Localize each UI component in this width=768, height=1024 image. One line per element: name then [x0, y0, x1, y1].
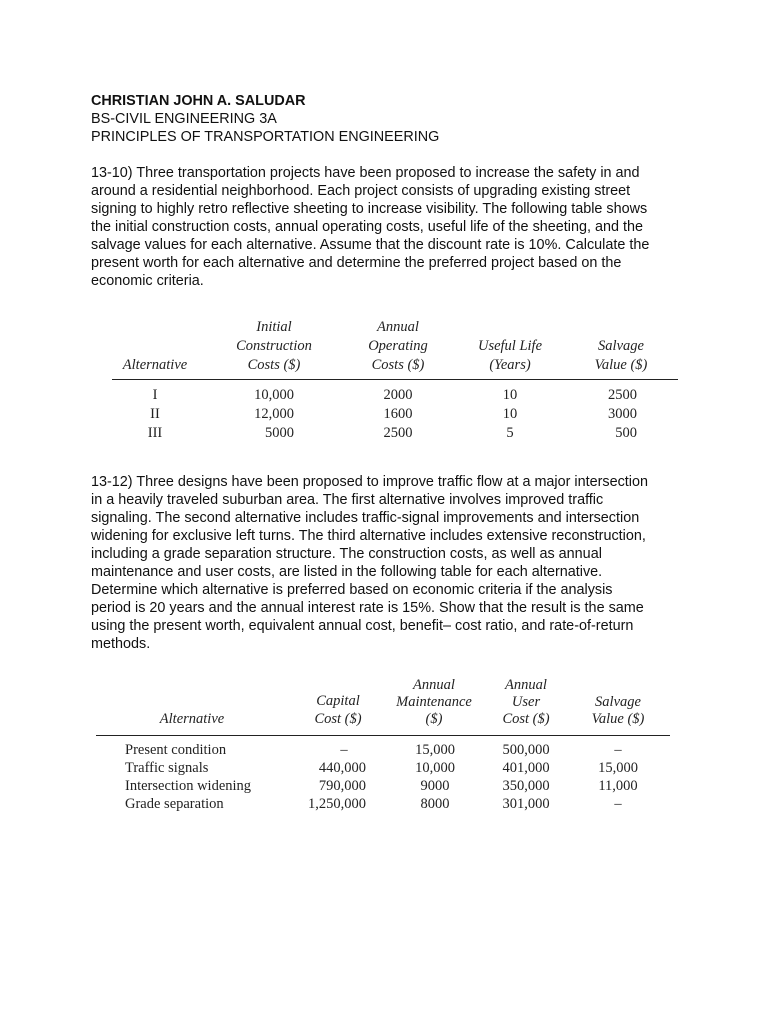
paragraph-line: using the present worth, equivalent annual cost, benefit– cost ratio, and rate-of-return [91, 618, 634, 634]
header-maintenance-2: Maintenance [396, 694, 472, 710]
table-cell: I [152, 387, 158, 403]
paragraph-line: 13-12) Three designs have been proposed to improve traffic flow at a major intersection [91, 474, 649, 490]
table-cell: 10,000 [415, 760, 455, 776]
table-cell: 401,000 [502, 760, 550, 776]
table-cell: 15,000 [415, 742, 455, 758]
table-cell: II [150, 406, 160, 422]
table-cell: 3000 [608, 406, 637, 422]
student-program: BS-CIVIL ENGINEERING 3A [91, 111, 277, 127]
table-cell: Intersection widening [125, 778, 252, 794]
table-cell: 10 [502, 406, 518, 422]
header-life-1: Useful Life [477, 338, 543, 354]
header-initial-2: Construction [236, 338, 312, 354]
table-cell: 9000 [420, 778, 450, 794]
header-capital-2: Cost ($) [314, 711, 362, 727]
table-cell: – [614, 742, 622, 758]
header-alternative: Alternative [122, 357, 188, 373]
header-operating-1: Annual [377, 319, 419, 335]
header-initial-3: Costs ($) [247, 357, 301, 373]
header-alternative: Alternative [159, 711, 225, 727]
paragraph-line: period is 20 years and the annual interest rate is 15%. Show that the result is the same [91, 600, 644, 616]
table-cell: 5000 [265, 425, 294, 441]
document-page [91, 92, 681, 290]
table-cell: 2000 [383, 387, 413, 403]
paragraph-line: salvage values for each alternative. Assume that the discount rate is 10%. Calculate the [91, 237, 650, 253]
table-rule [112, 379, 678, 380]
paragraph-line: present worth for each alternative and determine the preferred project based on the [91, 255, 622, 271]
table-cell: 12,000 [254, 406, 294, 422]
header-life-2: (Years) [489, 357, 531, 373]
header-maintenance-1: Annual [413, 677, 455, 693]
table-cell: 301,000 [502, 796, 550, 812]
header-initial-1: Initial [256, 319, 292, 335]
header-operating-3: Costs ($) [371, 357, 425, 373]
paragraph-line: widening for exclusive left turns. The third alternative includes extensive reconstruction, [91, 528, 646, 544]
table-rule [96, 735, 670, 736]
paragraph-line: Determine which alternative is preferred based on economic criteria if the analysis [91, 582, 613, 598]
table-cell: 500,000 [502, 742, 550, 758]
table-cell: – [614, 796, 622, 812]
paragraph-line: economic criteria. [91, 273, 204, 289]
paragraph-line: maintenance and user costs, are listed in the following table for each alternative. [91, 564, 603, 580]
header-operating-2: Operating [368, 338, 428, 354]
table-cell: 11,000 [598, 778, 638, 794]
paragraph-line: methods. [91, 636, 151, 652]
header-user-2: User [511, 694, 541, 710]
table-cell: 8000 [420, 796, 450, 812]
table-cell: 15,000 [598, 760, 638, 776]
header-salvage-1: Salvage [595, 694, 641, 710]
paragraph-line: signaling. The second alternative includes traffic-signal improvements and intersection [91, 510, 640, 526]
course-title: PRINCIPLES OF TRANSPORTATION ENGINEERING [91, 129, 440, 145]
problem-13-10-text [91, 164, 681, 290]
header-salvage-2: Value ($) [591, 711, 645, 727]
table-cell: 790,000 [318, 778, 366, 794]
header-salvage-2: Value ($) [594, 357, 648, 373]
table-cell: 2500 [608, 387, 637, 403]
paragraph-line: signing to highly retro reflective sheeting to increase visibility. The following table shows [91, 201, 648, 217]
paragraph-line: including a grade separation structure. The construction costs, as well as annual [91, 546, 602, 562]
table-cell: Traffic signals [125, 760, 209, 776]
paragraph-line: around a residential neighborhood. Each project consists of upgrading existing street [91, 183, 631, 199]
table-cell: 1600 [383, 406, 413, 422]
header-capital-1: Capital [316, 693, 360, 709]
table-cell: – [340, 742, 348, 758]
table-cell: Present condition [125, 742, 227, 758]
paragraph-line: in a heavily traveled suburban area. The first alternative involves improved traffic [91, 492, 604, 508]
header-user-1: Annual [505, 677, 547, 693]
header-user-3: Cost ($) [502, 711, 550, 727]
paragraph-line: 13-10) Three transportation projects have been proposed to increase the safety in and [91, 165, 640, 181]
header-maintenance-3: ($) [425, 711, 443, 727]
table-cell: 2500 [383, 425, 413, 441]
table-cell: III [147, 425, 163, 441]
header-salvage-1: Salvage [598, 338, 644, 354]
table-cell: Grade separation [125, 796, 224, 812]
table-cell: 10,000 [254, 387, 294, 403]
table-cell: 500 [615, 425, 637, 441]
table-cell: 440,000 [318, 760, 366, 776]
table-cell: 10 [502, 387, 518, 403]
table-cell: 350,000 [502, 778, 550, 794]
table-cell: 5 [506, 425, 514, 441]
student-name: CHRISTIAN JOHN A. SALUDAR [91, 93, 306, 109]
table-cell: 1,250,000 [308, 796, 366, 812]
paragraph-line: the initial construction costs, annual operating costs, useful life of the sheeting, and the [91, 219, 643, 235]
problem-13-12-text [91, 473, 691, 653]
